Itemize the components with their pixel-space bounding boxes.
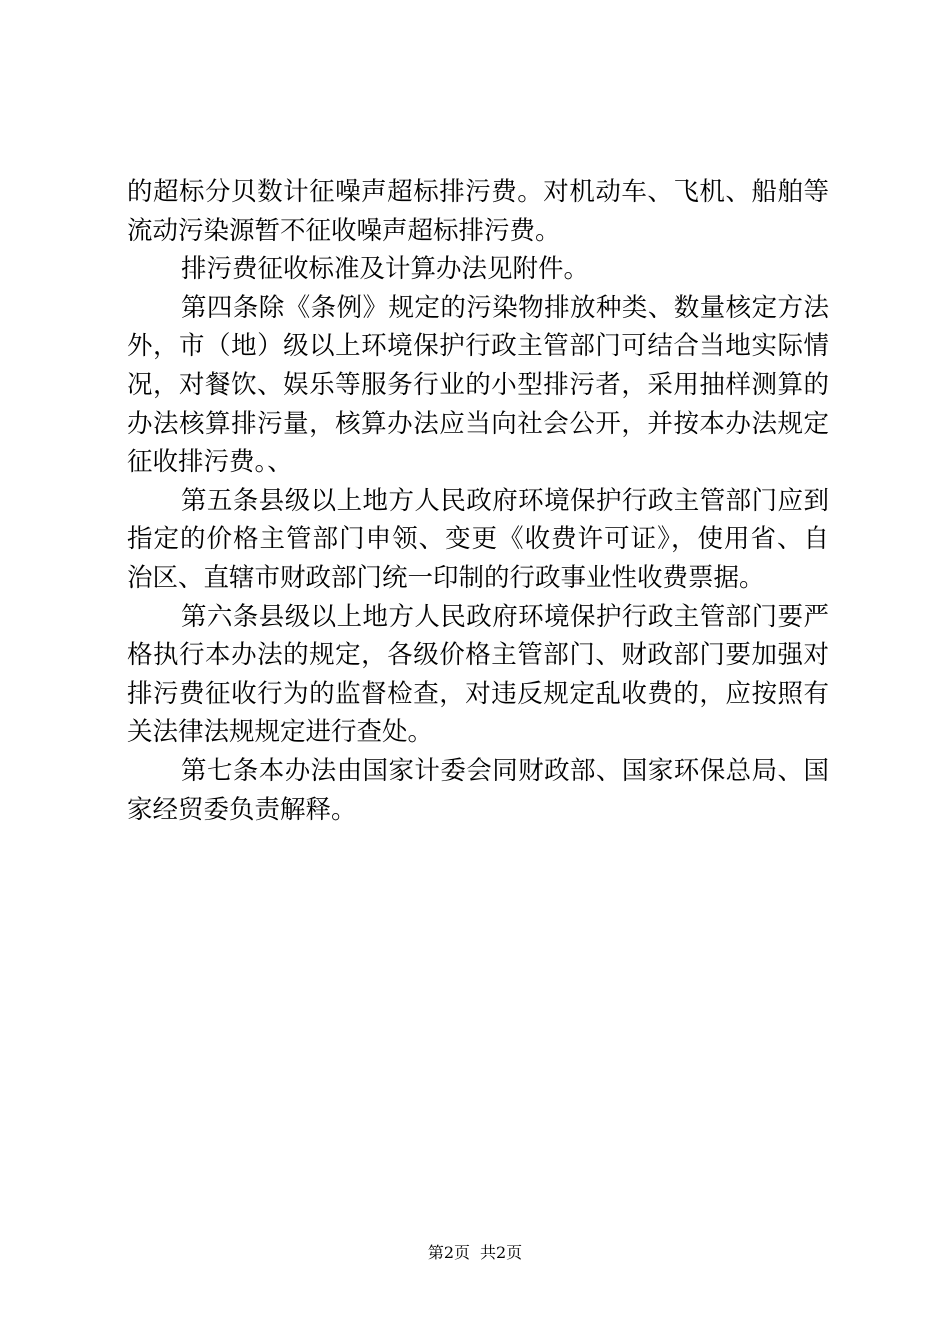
paragraph-line: 排污费征收行为的监督检查，对违反规定乱收费的，应按照有 xyxy=(127,678,829,709)
paragraph-line: 况，对餐饮、娱乐等服务行业的小型排污者，采用抽样测算的 xyxy=(127,369,829,400)
page-footer xyxy=(0,1242,950,1264)
paragraph-line: 家经贸委负责解释。 xyxy=(127,794,357,825)
page-total-label: 共2页 xyxy=(480,1243,523,1262)
paragraph-line: 办法核算排污量，核算办法应当向社会公开，并按本办法规定 xyxy=(127,408,829,439)
paragraph-line: 排污费征收标准及计算办法见附件。 xyxy=(181,254,590,285)
document-body xyxy=(127,173,829,829)
paragraph-line: 指定的价格主管部门申领、变更《收费许可证》，使用省、自 xyxy=(127,524,829,555)
paragraph-line: 的超标分贝数计征噪声超标排污费。对机动车、飞机、船舶等 xyxy=(127,177,829,207)
paragraph-line: 第四条除《条例》规定的污染物排放种类、数量核定方法 xyxy=(181,292,829,323)
paragraph-line: 征收排污费。、 xyxy=(127,447,293,478)
paragraph-line: 关法律法规规定进行查处。 xyxy=(127,717,434,748)
paragraph-line: 流动污染源暂不征收噪声超标排污费。 xyxy=(127,215,561,246)
paragraph-line: 外，市（地）级以上环境保护行政主管部门可结合当地实际情 xyxy=(127,331,829,362)
paragraph-line: 治区、直辖市财政部门统一印制的行政事业性收费票据。 xyxy=(127,562,765,593)
paragraph-line: 第五条县级以上地方人民政府环境保护行政主管部门应到 xyxy=(181,485,829,516)
paragraph-line: 格执行本办法的规定，各级价格主管部门、财政部门要加强对 xyxy=(127,640,829,671)
paragraph-line: 第七条本办法由国家计委会同财政部、国家环保总局、国 xyxy=(181,755,829,786)
paragraph-line: 第六条县级以上地方人民政府环境保护行政主管部门要严 xyxy=(181,601,829,632)
page-number-label: 第2页 xyxy=(427,1243,470,1262)
